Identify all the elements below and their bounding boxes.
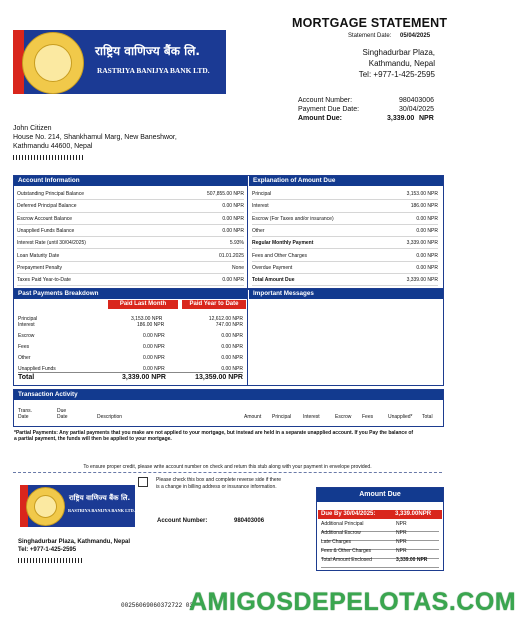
account-info-rows (17, 187, 244, 287)
column-header: Description (97, 414, 123, 420)
column-header: Total (422, 414, 433, 420)
explanation-rows (252, 187, 438, 287)
list-item: Escrow (For Taxes and/or insurance) 0.00 NPR (252, 212, 438, 225)
paid-last-month-header: Paid Last Month (108, 300, 178, 309)
list-item: Deferred Principal Balance 0.00 NPR (17, 199, 244, 212)
account-number: 980403006 (398, 97, 434, 104)
stub-bank-name-english: RASTRIYA BANIJYA BANK LTD. (68, 508, 135, 513)
list-item: Loan Maturity Date 01.01.2025 (17, 249, 244, 262)
list-item: Additional Principal NPR (321, 521, 439, 532)
list-item: Other 0.00 NPR (252, 224, 438, 237)
list-item: Taxes Paid Year-to-Date 0.00 NPR (17, 273, 244, 286)
table-row: Unapplied Funds 0.00 NPR 0.00 NPR (18, 366, 243, 372)
transaction-activity-section (13, 389, 444, 427)
table-row: Fees 0.00 NPR 0.00 NPR (18, 344, 243, 350)
tear-line (13, 472, 442, 473)
column-header: Amount (244, 414, 262, 420)
list-item: Fees and Other Charges 0.00 NPR (252, 249, 438, 262)
account-number-label: Account Number: (298, 97, 353, 104)
amount-due-value: 3,339.00 (387, 115, 415, 122)
column-header: Unapplied* (388, 414, 413, 420)
paid-ytd-header: Paid Year to Date (182, 300, 246, 309)
stub-account-number: 980403006 (234, 518, 265, 524)
list-item: Total Amount Enclosed 3,339.00 NPR (321, 557, 439, 568)
list-item: Fees & Other Charges NPR (321, 548, 439, 559)
stub-instruction: To ensure proper credit, please write account number on check and return this stub along with your payment in envelope provided. (83, 464, 372, 470)
account-info-title: Account Information (14, 176, 247, 186)
bank-seal-icon (22, 32, 84, 94)
column-header: Due Date (57, 408, 68, 420)
stub-amount-due-title: Amount Due (317, 488, 443, 502)
bank-address-1: Singhadurbar Plaza, (362, 48, 435, 57)
column-header: Principal (272, 414, 292, 420)
stub-bank-logo (20, 485, 135, 527)
column-header: Trans. Date (18, 408, 32, 420)
bank-name-nepali: राष्ट्रिय वाणिज्य बैंक लि. (95, 44, 200, 58)
past-payments-rows (18, 316, 243, 372)
transaction-header-row (18, 408, 438, 422)
table-row: Other 0.00 NPR 0.00 NPR (18, 355, 243, 361)
list-item: Overdue Payment 0.00 NPR (252, 261, 438, 274)
page-title: MORTGAGE STATEMENT (292, 16, 448, 30)
list-item: Interest Rate (until 30/04/2025) 5.93% (17, 236, 244, 249)
statement-date: 05/04/2025 (400, 33, 431, 39)
stub-address: Singhadurbar Plaza, Kathmandu, Nepal (18, 539, 131, 545)
stub-bank-seal-icon (26, 487, 65, 526)
statement-date-label: Statement Date: (348, 33, 392, 39)
customer-name: John Citizen (13, 125, 52, 132)
list-item: Late Charges NPR (321, 539, 439, 550)
list-item: Total Amount Due 3,339.00 NPR (252, 273, 438, 286)
postal-barcode (13, 155, 85, 160)
stub-bank-name-nepali: राष्ट्रिय वाणिज्य बैंक लि. (69, 494, 131, 502)
bank-tel: Tel: +977-1-425-2595 (358, 70, 435, 79)
stub-barcode (18, 558, 84, 563)
past-payments-title: Past Payments Breakdown (14, 289, 247, 299)
explanation-title: Explanation of Amount Due (249, 176, 443, 186)
list-item: Prepayment Penalty None (17, 261, 244, 274)
list-item: Additional Escrow NPR (321, 530, 439, 541)
stub-account-number-label: Account Number: (157, 518, 208, 524)
table-row: Escrow 0.00 NPR 0.00 NPR (18, 333, 243, 339)
account-info-section (13, 175, 444, 290)
list-item: Principal 3,153.00 NPR (252, 187, 438, 200)
column-header: Interest (303, 414, 320, 420)
amount-due-label: Amount Due: (298, 115, 342, 122)
change-checkbox[interactable] (138, 477, 148, 487)
bank-address-2: Kathmandu, Nepal (368, 59, 435, 68)
customer-address-line1: House No. 214, Shankhamul Marg, New Baneshwor, (13, 134, 177, 141)
stub-amount-due-box (316, 487, 444, 571)
table-row: Principal 3,153.00 NPR 12,612.00 NPR (18, 316, 243, 322)
table-row: Interest 186.00 NPR 747.00 NPR (18, 322, 243, 328)
partial-payments-note: *Partial Payments: Any partial payments that you make are not applied to your mortgage, but instead are held in a separate unapplied account. If you Pay the balance of a partial payment, the funds will then be applied to your mortgage. (14, 430, 414, 442)
bank-name-english: RASTRIYA BANIJYA BANK LTD. (97, 66, 210, 75)
section-divider (247, 176, 248, 289)
list-item: Interest 186.00 NPR (252, 199, 438, 212)
customer-address-line2: Kathmandu 44600, Nepal (13, 143, 93, 150)
list-item: Regular Monthly Payment 3,339.00 NPR (252, 236, 438, 249)
section-divider (247, 289, 248, 385)
amount-due-currency: NPR (419, 115, 434, 122)
past-payments-section (13, 288, 444, 386)
stub-tel: Tel: +977-1-425-2595 (18, 547, 77, 553)
list-item: Escrow Account Balance 0.00 NPR (17, 212, 244, 225)
watermark: AMIGOSDEPELOTAS.COM (189, 588, 516, 616)
payment-due-date-label: Payment Due Date: (298, 106, 360, 113)
column-header: Escrow (335, 414, 352, 420)
total-divider (18, 372, 243, 373)
past-payments-total-row: Total 3,339.00 NPR 13,359.00 NPR (18, 374, 243, 381)
list-item: Unapplied Funds Balance 0.00 NPR (17, 224, 244, 237)
messages-title: Important Messages (249, 289, 443, 299)
checkbox-text-2: is a change in billing address or insurance information. (156, 484, 277, 490)
bank-logo-banner (13, 30, 226, 94)
payment-due-date: 30/04/2025 (398, 106, 434, 113)
column-header: Fees (362, 414, 374, 420)
micr-line: 00256069060372722 03 (121, 602, 194, 609)
due-by-row: Due By 30/04/2025: 3,339.00NPR (318, 510, 442, 519)
list-item: Outstanding Principal Balance 507,855.00 NPR (17, 187, 244, 200)
transaction-activity-title: Transaction Activity (14, 390, 443, 400)
stub-amount-rows (321, 521, 439, 569)
checkbox-text-1: Please check this box and complete reverse side if there (156, 477, 282, 483)
